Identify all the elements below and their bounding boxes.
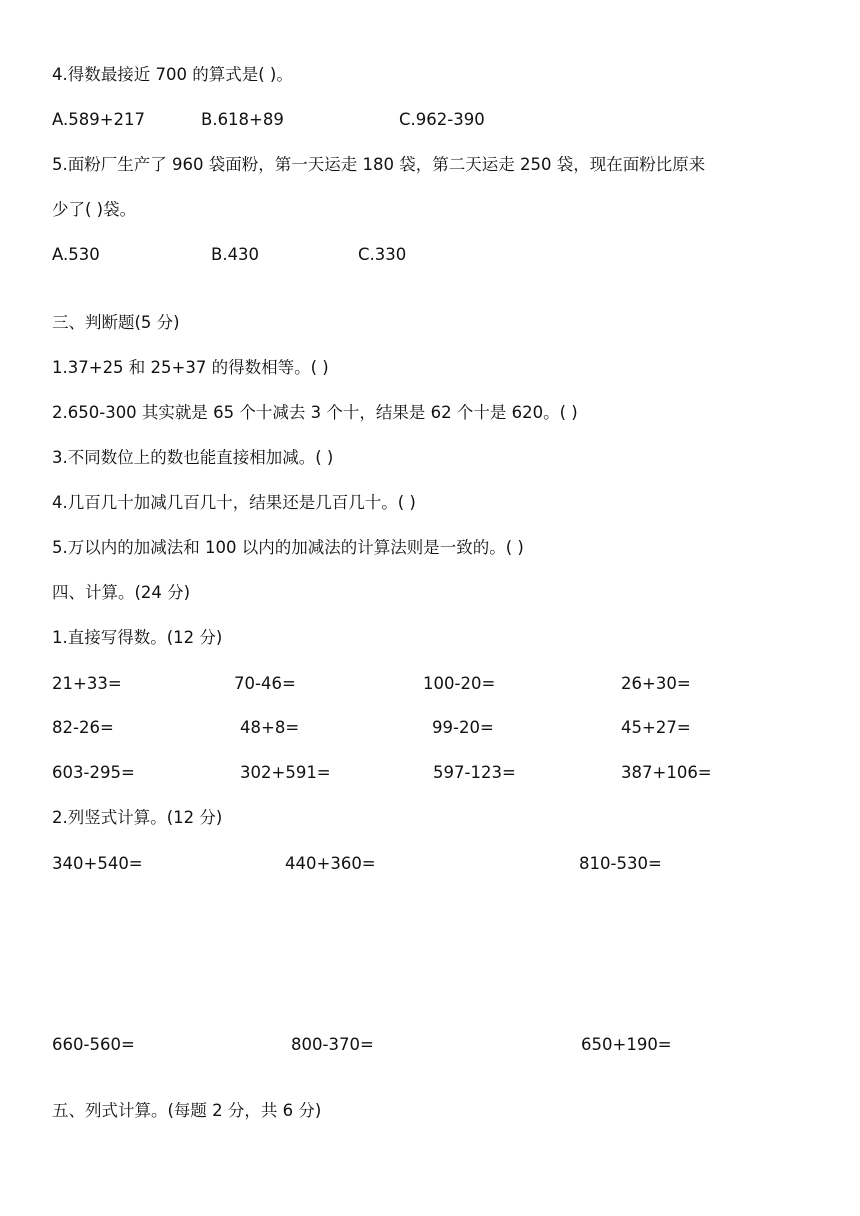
vertical-calc-item: 800-370= — [291, 1035, 374, 1054]
judgement-item-2: 2.650-300 其实就是 65 个十减去 3 个十，结果是 62 个十是 620。( ) — [52, 403, 578, 422]
part-1-heading: 1.直接写得数。(12 分) — [52, 628, 223, 647]
judgement-item-1: 1.37+25 和 25+37 的得数相等。( ) — [52, 358, 329, 377]
mental-math-item: 70-46= — [234, 674, 296, 693]
question-4-option-c: C.962-390 — [399, 110, 485, 129]
mental-math-item: 99-20= — [432, 718, 494, 737]
vertical-calc-item: 650+190= — [581, 1035, 672, 1054]
mental-math-item: 603-295= — [52, 763, 135, 782]
mental-math-item: 26+30= — [621, 674, 691, 693]
judgement-item-5: 5.万以内的加减法和 100 以内的加减法的计算法则是一致的。( ) — [52, 538, 524, 557]
vertical-calc-item: 440+360= — [285, 854, 376, 873]
question-5-option-a: A.530 — [52, 245, 100, 264]
mental-math-item: 597-123= — [433, 763, 516, 782]
mental-math-item: 100-20= — [423, 674, 496, 693]
section-3-heading: 三、判断题(5 分) — [52, 313, 180, 332]
judgement-item-4: 4.几百几十加减几百几十，结果还是几百几十。( ) — [52, 493, 416, 512]
question-5-stem-line-2: 少了( )袋。 — [52, 200, 137, 219]
vertical-calc-item: 810-530= — [579, 854, 662, 873]
question-4-option-b: B.618+89 — [201, 110, 284, 129]
mental-math-item: 48+8= — [240, 718, 300, 737]
mental-math-item: 82-26= — [52, 718, 114, 737]
section-4-heading: 四、计算。(24 分) — [52, 583, 191, 602]
question-4-option-a: A.589+217 — [52, 110, 146, 129]
mental-math-item: 387+106= — [621, 763, 712, 782]
question-5-option-b: B.430 — [211, 245, 260, 264]
question-5-stem-line-1: 5.面粉厂生产了 960 袋面粉，第一天运走 180 袋，第二天运走 250 袋，现在面粉比原来 — [52, 155, 706, 174]
section-5-heading: 五、列式计算。(每题 2 分，共 6 分) — [52, 1101, 322, 1120]
mental-math-item: 45+27= — [621, 718, 691, 737]
mental-math-item: 21+33= — [52, 674, 122, 693]
question-5-option-c: C.330 — [358, 245, 407, 264]
mental-math-item: 302+591= — [240, 763, 331, 782]
question-4-stem: 4.得数最接近 700 的算式是( )。 — [52, 65, 293, 84]
judgement-item-3: 3.不同数位上的数也能直接相加减。( ) — [52, 448, 334, 467]
vertical-calc-item: 340+540= — [52, 854, 143, 873]
part-2-heading: 2.列竖式计算。(12 分) — [52, 808, 223, 827]
vertical-calc-item: 660-560= — [52, 1035, 135, 1054]
